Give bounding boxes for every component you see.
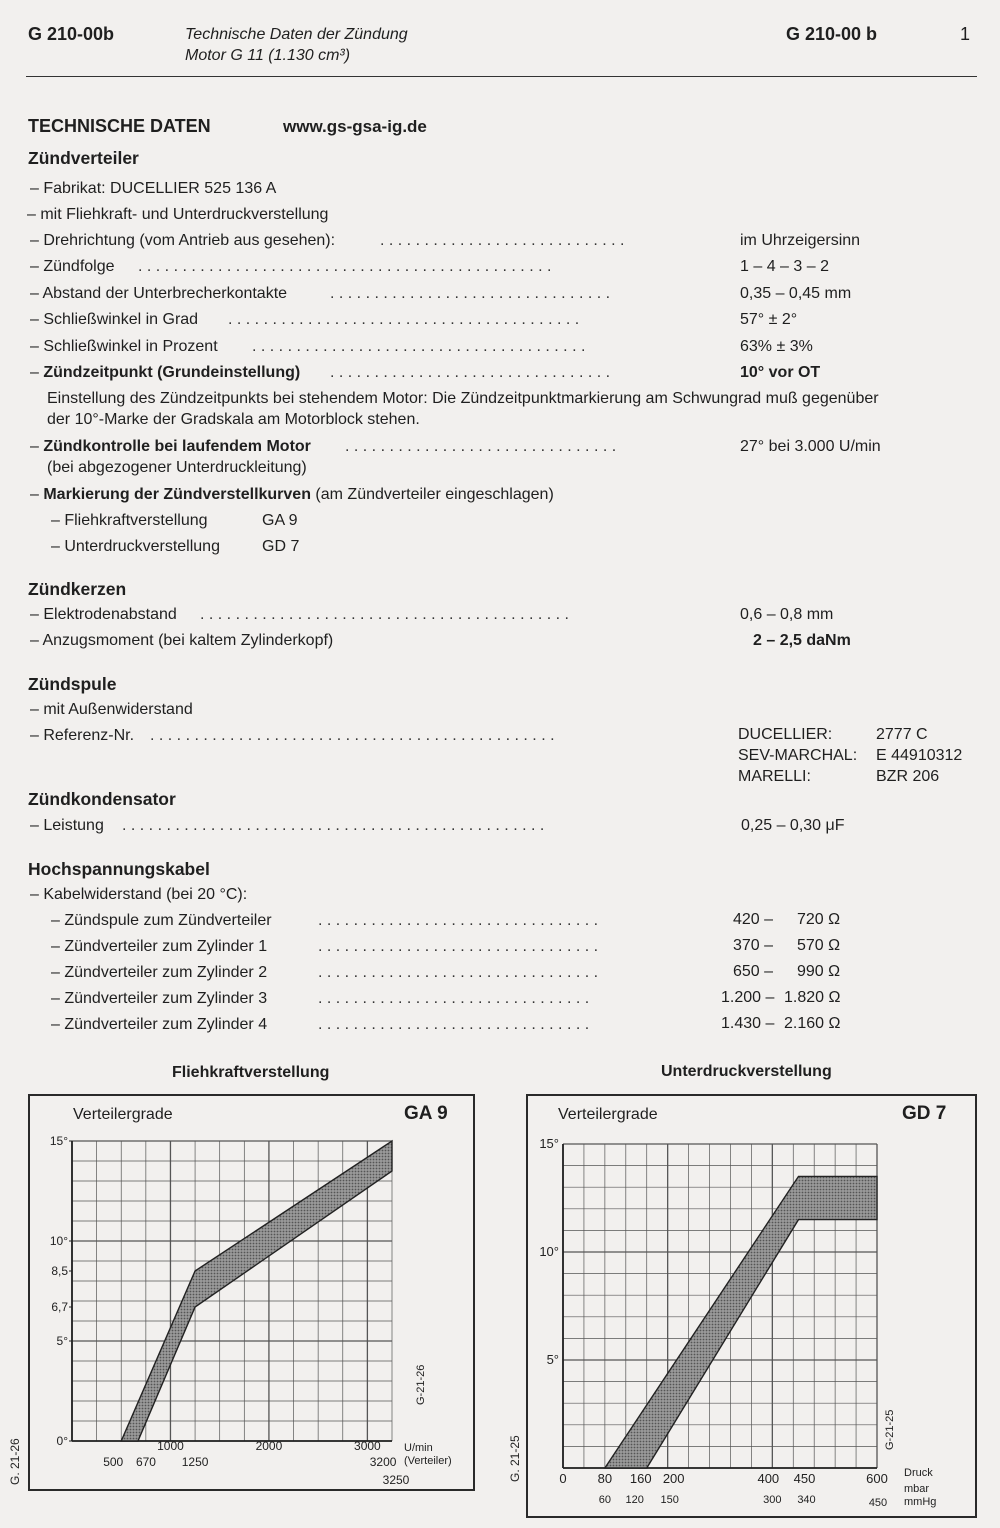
website-url[interactable]: www.gs-gsa-ig.de bbox=[283, 117, 427, 136]
doc-code-right: G 210-00 b bbox=[786, 24, 878, 44]
hk-row-min: 650 – bbox=[733, 963, 774, 980]
zv-kontaktabstand-label: – Abstand der Unterbrecherkontakte bbox=[30, 285, 288, 302]
x-tick-label: 670 bbox=[135, 1455, 156, 1469]
hk-row-max: 720 Ω bbox=[797, 911, 841, 928]
zv-verstellung: – mit Fliehkraft- und Unterdruckverstellung bbox=[27, 206, 329, 223]
leader-dots: . . . . . . . . . . . . . . . . . . . . . . . . . . . . . . . . bbox=[318, 964, 599, 981]
y-tick-label: 6,7 bbox=[51, 1300, 68, 1314]
hk-row-min: 1.200 – bbox=[721, 989, 775, 1006]
leader-dots: . . . . . . . . . . . . . . . . . . . . . . . . . . . . . . . bbox=[345, 438, 617, 455]
zv-zuendzeitpunkt-label: – Zündzeitpunkt (Grundeinstellung) bbox=[30, 364, 301, 381]
zv-schliesswinkel-prozent-value: 63% ± 3% bbox=[740, 338, 813, 355]
zk-anzugsmoment-label: – Anzugsmoment (bei kaltem Zylinderkopf) bbox=[30, 632, 334, 649]
zk-anzugsmoment-value: 2 – 2,5 daNm bbox=[753, 632, 851, 649]
x-tick-label-mmhg: 120 bbox=[625, 1494, 644, 1506]
zv-drehrichtung-label: – Drehrichtung (vom Antrieb aus gesehen): bbox=[30, 232, 336, 249]
zv-einstellung-line2: der 10°-Marke der Gradskala am Motorblock stehen. bbox=[47, 411, 420, 428]
x-tick-label-mmhg: 300 bbox=[763, 1494, 782, 1506]
leader-dots: . . . . . . . . . . . . . . . . . . . . . . . . . . . . . . . bbox=[318, 1016, 590, 1033]
zv-fabrikat: – Fabrikat: DUCELLIER 525 136 A bbox=[30, 180, 277, 197]
zv-zuendzeitpunkt-label-text: Zündzeitpunkt (Grundeinstellung) bbox=[43, 364, 301, 381]
x-tick-label: 500 bbox=[103, 1455, 124, 1469]
hk-row-max: 1.820 Ω bbox=[784, 989, 841, 1006]
x-tick-label: 450 bbox=[793, 1471, 816, 1486]
zk-elektrodenabstand-label: – Elektrodenabstand bbox=[30, 606, 177, 623]
zv-fliehkraft-value: GA 9 bbox=[262, 512, 298, 529]
leader-dots: . . . . . . . . . . . . . . . . . . . . . . . . . . . . . . . . . . . . . . . . . . . . . . . bbox=[138, 258, 552, 275]
chart2-code: GD 7 bbox=[902, 1103, 947, 1124]
leader-dots: . . . . . . . . . . . . . . . . . . . . . . . . . . . . . . . . . . . . . . . . bbox=[228, 311, 580, 328]
x-unit-label: Druck bbox=[904, 1467, 933, 1479]
zs-ref-maker-2: SEV-MARCHAL: bbox=[738, 747, 858, 764]
leader-dots: . . . . . . . . . . . . . . . . . . . . . . . . . . . . . . . . . . . . . . . . . . . . . . bbox=[150, 727, 555, 744]
section-title-zuendspule: Zündspule bbox=[28, 674, 117, 694]
x-tick-label: 3250 bbox=[382, 1473, 410, 1487]
zkond-leistung-label: – Leistung bbox=[30, 817, 104, 834]
zv-kontaktabstand-value: 0,35 – 0,45 mm bbox=[740, 285, 852, 302]
hk-row-max: 570 Ω bbox=[797, 937, 841, 954]
section-title-zuendkondensator: Zündkondensator bbox=[28, 789, 176, 809]
x-unit-label: mmHg bbox=[904, 1496, 937, 1508]
leader-dots: . . . . . . . . . . . . . . . . . . . . . . . . . . . . . . . . . . . . . . bbox=[252, 338, 586, 355]
zv-markierung: – Markierung der Zündverstellkurven (am Zündverteiler eingeschlagen) bbox=[30, 486, 554, 503]
zv-einstellung-line1: Einstellung des Zündzeitpunkts bei stehendem Motor: Die Zündzeitpunktmarkierung am Schwungrad muß gegenüber bbox=[47, 390, 879, 407]
y-tick-label: 0° bbox=[56, 1434, 68, 1448]
hk-row-min: 420 – bbox=[733, 911, 774, 928]
x-tick-label-mmhg: 450 bbox=[868, 1497, 888, 1509]
zv-zuendfolge-value: 1 – 4 – 3 – 2 bbox=[740, 258, 829, 275]
zv-kontrolle-label-text: Zündkontrolle bei laufendem Motor bbox=[43, 438, 311, 455]
leader-dots: . . . . . . . . . . . . . . . . . . . . . . . . . . . . . . . bbox=[318, 990, 590, 1007]
section-title-technische-daten: TECHNISCHE DATEN bbox=[28, 116, 211, 136]
x-tick-label: 400 bbox=[757, 1471, 780, 1486]
leader-dots: . . . . . . . . . . . . . . . . . . . . . . . . . . . . . . . . bbox=[330, 285, 611, 302]
zs-ref-maker-1: DUCELLIER: bbox=[738, 726, 833, 743]
hk-row-label: – Zündverteiler zum Zylinder 3 bbox=[51, 990, 268, 1007]
doc-subtitle-line1: Technische Daten der Zündung bbox=[185, 26, 408, 43]
zv-drehrichtung-value: im Uhrzeigersinn bbox=[740, 232, 861, 249]
zs-ref-maker-3: MARELLI: bbox=[738, 768, 811, 785]
x-tick-label: 3200 bbox=[369, 1455, 397, 1469]
y-tick-label: 8,5 bbox=[51, 1264, 68, 1278]
zs-referenz-label: – Referenz-Nr. bbox=[30, 727, 135, 744]
page-code: G. 21-26 bbox=[8, 1438, 22, 1485]
zv-fliehkraft-label: – Fliehkraftverstellung bbox=[51, 512, 208, 529]
advance-band bbox=[121, 1141, 392, 1441]
zs-ref-code-3: BZR 206 bbox=[876, 768, 940, 785]
side-code: G-21-25 bbox=[884, 1409, 896, 1450]
hk-row-max: 2.160 Ω bbox=[784, 1015, 841, 1032]
zv-kontrolle-value: 27° bei 3.000 U/min bbox=[740, 438, 881, 455]
page-code: G. 21-25 bbox=[508, 1435, 522, 1482]
zv-markierung-bold: Markierung der Zündverstellkurven bbox=[43, 486, 311, 503]
page-number: 1 bbox=[960, 24, 971, 44]
x-tick-label: 200 bbox=[662, 1471, 685, 1486]
x-unit-label: U/min bbox=[404, 1442, 433, 1454]
zv-zuendfolge-label: – Zündfolge bbox=[30, 258, 115, 275]
chart-box-gd7 bbox=[526, 1094, 977, 1518]
leader-dots: . . . . . . . . . . . . . . . . . . . . . . . . . . . . . . . . bbox=[318, 912, 599, 929]
leader-dots: . . . . . . . . . . . . . . . . . . . . . . . . . . . . . . . . . . . . . . . . . . bbox=[200, 606, 569, 623]
x-tick-label: 600 bbox=[866, 1471, 888, 1486]
doc-code-left: G 210-00b bbox=[28, 24, 115, 44]
section-title-zuendverteiler: Zündverteiler bbox=[28, 148, 139, 168]
x-tick-label: 1000 bbox=[157, 1439, 184, 1453]
chart2-ylabel: Verteilergrade bbox=[558, 1106, 658, 1123]
zkond-leistung-value: 0,25 – 0,30 μF bbox=[741, 817, 845, 834]
hk-row-label: – Zündverteiler zum Zylinder 4 bbox=[51, 1016, 268, 1033]
y-tick-label: 15° bbox=[49, 1134, 68, 1148]
x-tick-label-mmhg: 150 bbox=[660, 1494, 679, 1506]
zv-schliesswinkel-prozent-label: – Schließwinkel in Prozent bbox=[30, 338, 218, 355]
hk-row-max: 990 Ω bbox=[797, 963, 841, 980]
x-tick-label: 160 bbox=[629, 1471, 652, 1486]
x-tick-label: 3000 bbox=[354, 1439, 381, 1453]
zv-zuendzeitpunkt-value: 10° vor OT bbox=[740, 364, 821, 381]
doc-subtitle-line2: Motor G 11 (1.130 cm³) bbox=[185, 47, 351, 64]
chart1-ylabel: Verteilergrade bbox=[73, 1106, 173, 1123]
zv-markierung-rest: (am Zündverteiler eingeschlagen) bbox=[310, 486, 554, 503]
hk-row-label: – Zündverteiler zum Zylinder 1 bbox=[51, 938, 268, 955]
hk-row-label: – Zündspule zum Zündverteiler bbox=[51, 912, 272, 929]
y-tick-label: 5° bbox=[546, 1352, 559, 1367]
zs-aussenwiderstand: – mit Außenwiderstand bbox=[30, 701, 193, 718]
chart-title-unterdruck: Unterdruckverstellung bbox=[661, 1063, 832, 1080]
hk-intro: – Kabelwiderstand (bei 20 °C): bbox=[30, 886, 248, 903]
zv-unterdruck-value: GD 7 bbox=[262, 538, 300, 555]
chart1-code: GA 9 bbox=[404, 1103, 448, 1124]
leader-dots: . . . . . . . . . . . . . . . . . . . . . . . . . . . . bbox=[380, 232, 625, 249]
leader-dots: . . . . . . . . . . . . . . . . . . . . . . . . . . . . . . . . bbox=[330, 364, 611, 381]
leader-dots: . . . . . . . . . . . . . . . . . . . . . . . . . . . . . . . . bbox=[318, 938, 599, 955]
x-tick-label-mmhg: 340 bbox=[797, 1494, 816, 1506]
chart-title-fliehkraft: Fliehkraftverstellung bbox=[172, 1064, 330, 1081]
leader-dots: . . . . . . . . . . . . . . . . . . . . . . . . . . . . . . . . . . . . . . . . . . . . . . . . bbox=[122, 817, 545, 834]
zv-unterdruck-label: – Unterdruckverstellung bbox=[51, 538, 220, 555]
hk-row-label: – Zündverteiler zum Zylinder 2 bbox=[51, 964, 268, 981]
y-tick-label: 15° bbox=[539, 1136, 559, 1151]
zv-kontrolle-label: – Zündkontrolle bei laufendem Motor bbox=[30, 438, 311, 455]
x-tick-label: 80 bbox=[597, 1471, 613, 1486]
zv-schliesswinkel-grad-label: – Schließwinkel in Grad bbox=[30, 311, 199, 328]
hk-row-min: 1.430 – bbox=[721, 1015, 775, 1032]
x-tick-label-mmhg: 60 bbox=[598, 1494, 611, 1506]
hk-row-min: 370 – bbox=[733, 937, 774, 954]
zv-kontrolle-sub: (bei abgezogener Unterdruckleitung) bbox=[47, 459, 307, 476]
zv-schliesswinkel-grad-value: 57° ± 2° bbox=[740, 311, 798, 328]
x-unit-label: mbar bbox=[904, 1483, 930, 1495]
y-tick-label: 10° bbox=[49, 1234, 68, 1248]
section-title-hochspannungskabel: Hochspannungskabel bbox=[28, 859, 210, 879]
zk-elektrodenabstand-value: 0,6 – 0,8 mm bbox=[740, 606, 834, 623]
side-code: G-21-26 bbox=[415, 1364, 427, 1405]
section-title-zuendkerzen: Zündkerzen bbox=[28, 579, 127, 599]
zs-ref-code-2: E 44910312 bbox=[876, 747, 963, 764]
x-tick-label: 1250 bbox=[181, 1455, 209, 1469]
x-tick-label: 0 bbox=[559, 1471, 567, 1486]
y-tick-label: 5° bbox=[56, 1334, 68, 1348]
x-unit-label: (Verteiler) bbox=[404, 1455, 452, 1467]
zs-ref-code-1: 2777 C bbox=[876, 726, 928, 743]
x-tick-label: 2000 bbox=[255, 1439, 283, 1453]
y-tick-label: 10° bbox=[539, 1244, 559, 1259]
